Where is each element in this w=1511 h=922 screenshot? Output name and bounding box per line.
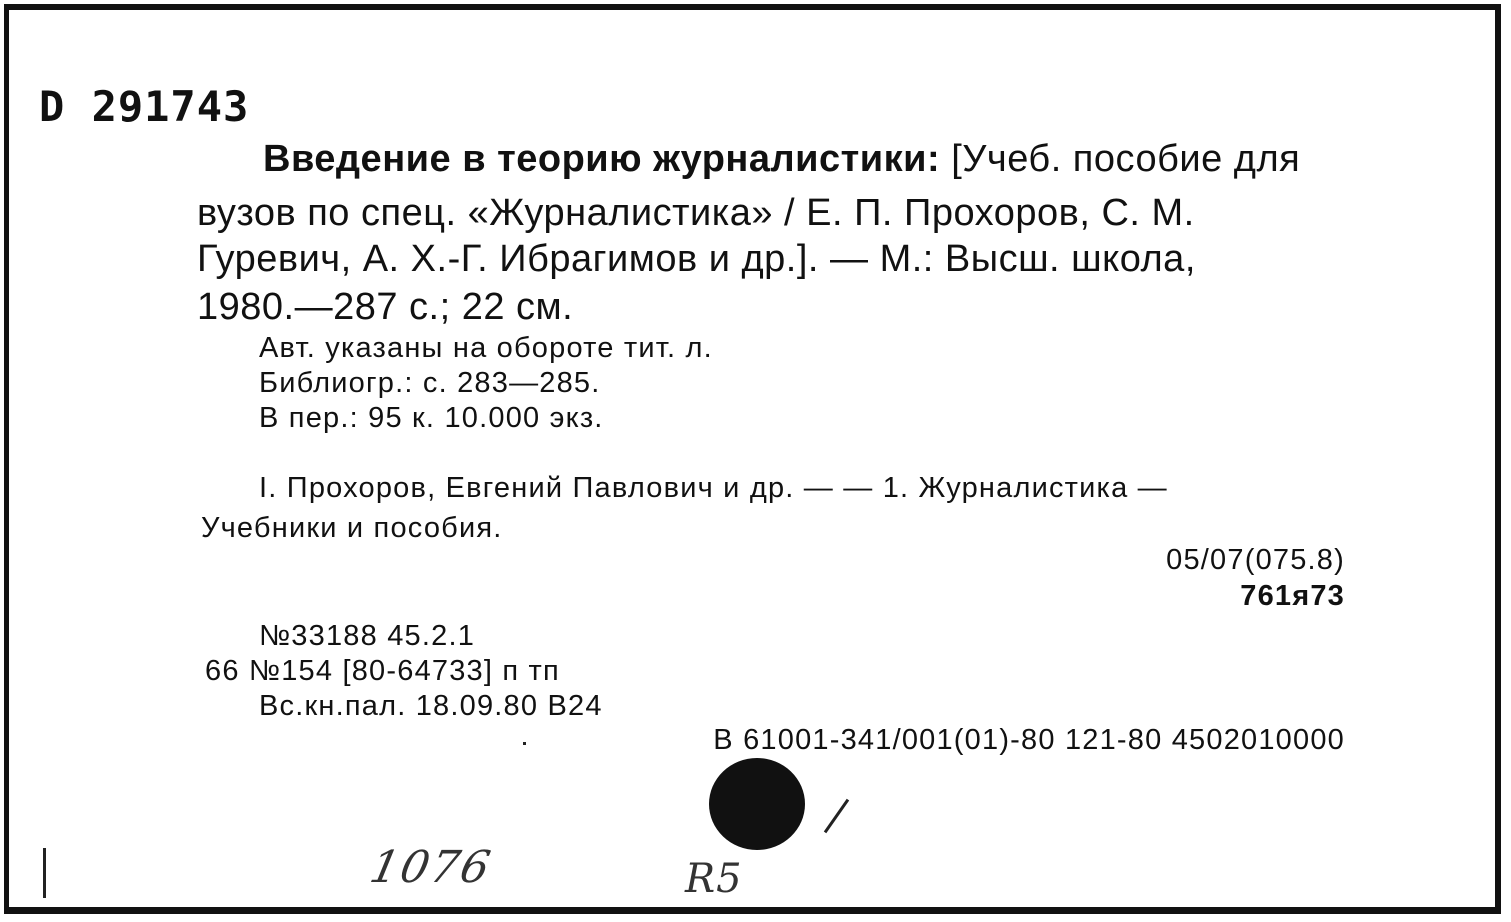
registration-line-2: 66 №154 [80-64733] п тп (205, 655, 560, 687)
price-code-line: В 61001-341/001(01)-80 121-80 4502010000 (713, 724, 1345, 756)
title-line-rest: [Учеб. пособие для (940, 138, 1301, 180)
description-line-2: вузов по спец. «Журналистика» / Е. П. Прохоров, С. М. (197, 192, 1195, 234)
subject-headings-line-2: Учебники и пособия. (201, 512, 503, 544)
udc-code: 05/07(075.8) (1166, 544, 1345, 576)
scratch-mark-left (43, 848, 46, 898)
note-price: В пер.: 95 к. 10.000 экз. (259, 402, 604, 434)
description-line-3: Гуревич, А. Х.-Г. Ибрагимов и др.]. — М.: Высш. школа, (197, 238, 1196, 280)
catalog-card (4, 4, 1501, 914)
scratch-mark-dot (523, 742, 526, 745)
book-title: Введение в теорию журналистики: (263, 138, 941, 180)
note-bibliography: Библиогр.: с. 283—285. (259, 367, 601, 399)
registration-line-1: №33188 45.2.1 (259, 620, 476, 652)
note-authors: Авт. указаны на обороте тит. л. (259, 332, 713, 364)
bbk-code: 761я73 (1240, 580, 1345, 612)
scratch-mark-right (824, 799, 849, 833)
punch-hole (709, 758, 805, 850)
subject-headings-line-1: I. Прохоров, Евгений Павлович и др. — — 1. Журналистика — (259, 472, 1168, 504)
title-line (263, 138, 1300, 181)
registration-line-3: Вс.кн.пал. 18.09.80 В24 (259, 690, 603, 722)
handwritten-mark: R5 (685, 856, 743, 902)
card-id: D 291743 (39, 82, 250, 131)
imprint-line: 1980.—287 с.; 22 см. (197, 286, 574, 328)
handwritten-number: 1076 (365, 842, 497, 893)
